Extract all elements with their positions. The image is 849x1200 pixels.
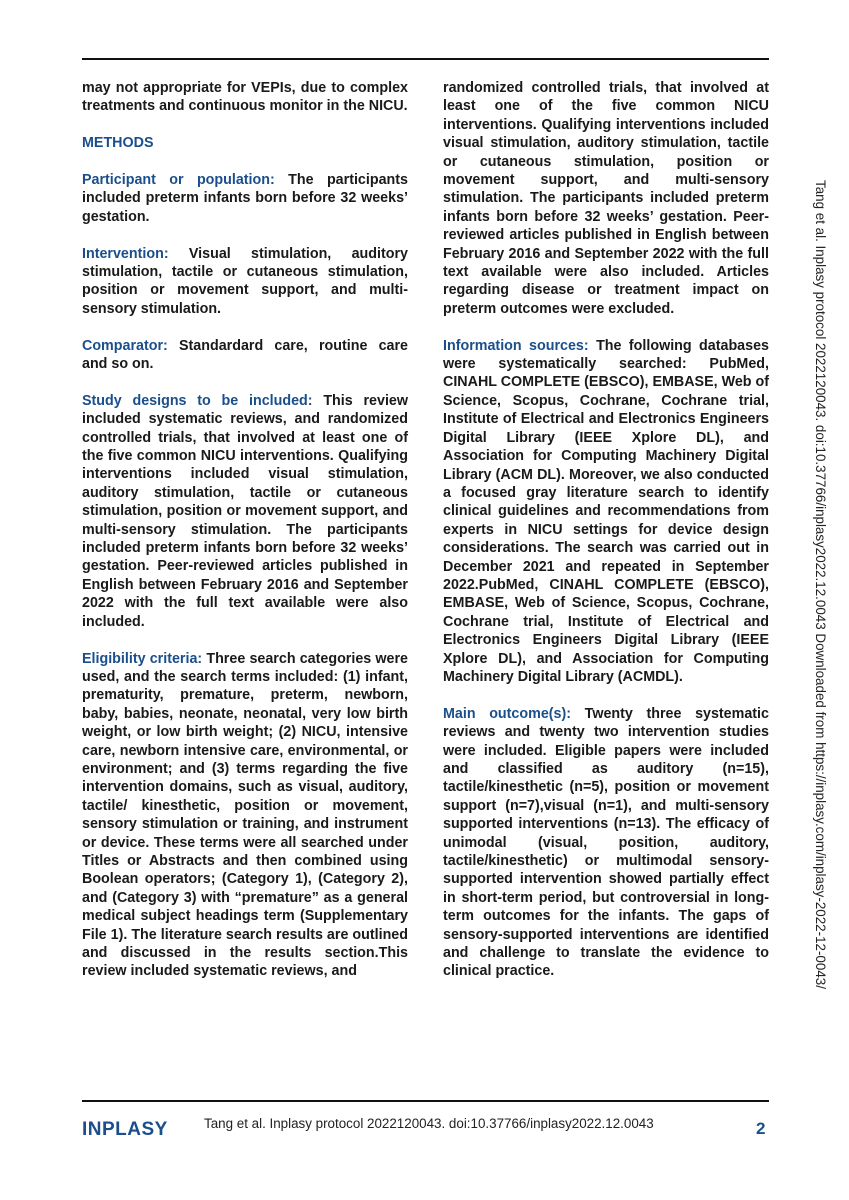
information-sources-paragraph [443,337,769,687]
intro-paragraph: may not appropriate for VEPIs, due to complex treatments and continuous monitor in the NICU. [82,80,408,115]
main-outcome-text: Twenty three systematic reviews and twenty two intervention studies were included. Eligible papers were included and classified as auditory (n=15), tactile/kinesthetic (n=5), position or movement support (n=7),visual (n=1), and multi-sensory supported interventions (n=13). The efficacy of unimodal (visual, position, auditory, tactile/kinesthetic) or multimodal sensory-supported intervention showed partially effect in short-term period, but controversial in long-term outcomes for the infants. The gaps of sensory-supported interventions are identified and challenge to translate the evidence to clinical practice. [443,705,769,980]
left-column [82,79,408,999]
study-designs-continued: randomized controlled trials, that involved at least one of the five common NICU interventions. Qualifying interventions included visual stimulation, auditory stimulation, tactile or cutaneous stimulation, position or movement support, and multi-sensory stimulation. The participants included preterm infants born before 32 weeks’ gestation. Peer-reviewed articles published in English between February 2016 and September 2022 with the full text available were also included. Articles regarding disease or treatment impact on preterm outcomes were excluded. [443,80,769,317]
eligibility-label: Eligibility criteria: [82,650,203,667]
study-designs-paragraph [82,392,408,631]
main-outcome-label: Main outcome(s): [443,705,572,722]
eligibility-text: Three search categories were used, and the search terms included: (1) infant, prematurity, premature, preterm, newborn, baby, babies, neonate, neonatal, very low birth weight, or low birth weight; (2) NICU, intensive care, newborn intensive care, environmental, or environment; and (3) terms regarding the five intervention domains, such as visual, auditory, tactile/ kinesthetic, position or movement, sensory stimulation or training, and instrument or device. These terms were all searched under Titles or Abstracts and then combined using Boolean operators; (Category 1), (Category 2), and (Category 3) with “premature” as a general medical subject headings term (Supplementary File 1). The literature search results are outlined and discussed in the results section.This review included systematic reviews, and [82,650,408,980]
side-citation-text: Tang et al. Inplasy protocol 2022120043. doi:10.37766/inplasy2022.12.0043 Downloaded from https://inplasy.com/inplasy-2022-12-0043/ [813,180,828,989]
eligibility-paragraph [82,650,408,981]
header-rule [82,58,769,60]
methods-heading: METHODS [82,135,154,152]
participant-paragraph [82,171,408,226]
comparator-paragraph [82,337,408,374]
footer-brand-logo: INPLASY [82,1119,168,1140]
side-citation [813,180,838,1080]
main-outcome-paragraph [443,705,769,981]
participant-text: The participants included preterm infants born before 32 weeks’ gestation. [82,172,408,225]
right-column [443,79,769,999]
information-sources-text: The following databases were systematically searched: PubMed, CINAHL COMPLETE (EBSCO), EMBASE, Web of Science, Scopus, Cochrane, Cochrane trial, Institute of Electrical and Electronics Engineers Digital Library (IEEE Xplore DL), and Association for Computing Machinery Digital Library (ACM DL). Moreover, we also conducted a focused gray literature search to identify clinical guidelines and recommendations from experts in NICU settings for device design considerations. The search was carried out in December 2021 and repeated in September 2022.PubMed, CINAHL COMPLETE (EBSCO), EMBASE, Web of Science, Scopus, Cochrane, Cochrane trial, Institute of Electrical and Electronics Engineers Digital Library (IEEE Xplore DL), and Association for Computing Machinery Digital Library (ACMDL). [443,337,769,685]
footer-citation: Tang et al. Inplasy protocol 2022120043. doi:10.37766/inplasy2022.12.0043 [204,1116,654,1131]
comparator-label: Comparator: [82,337,168,354]
information-sources-label: Information sources: [443,337,589,354]
intervention-text: Visual stimulation, auditory stimulation, tactile or cutaneous stimulation, position or movement support, and multi-sensory stimulation. [82,245,408,317]
footer-rule [82,1100,769,1102]
participant-label: Participant or population: [82,172,275,188]
page-number: 2 [756,1119,766,1138]
study-designs-label: Study designs to be included: [82,392,313,409]
intervention-paragraph [82,245,408,319]
study-designs-text: This review included systematic reviews, and randomized controlled trials, that involved at least one of the five common NICU interventions. Qualifying interventions included visual stimulation, auditory stimulation, tactile or cutaneous stimulation, position or movement support, and multi-sensory stimulation. The participants included preterm infants born before 32 weeks’ gestation. Peer-reviewed articles published in English between February 2016 and September 2022 with the full text available were also included. [82,392,408,630]
comparator-text: Standardard care, routine care and so on. [82,337,408,373]
intervention-label: Intervention: [82,245,169,262]
